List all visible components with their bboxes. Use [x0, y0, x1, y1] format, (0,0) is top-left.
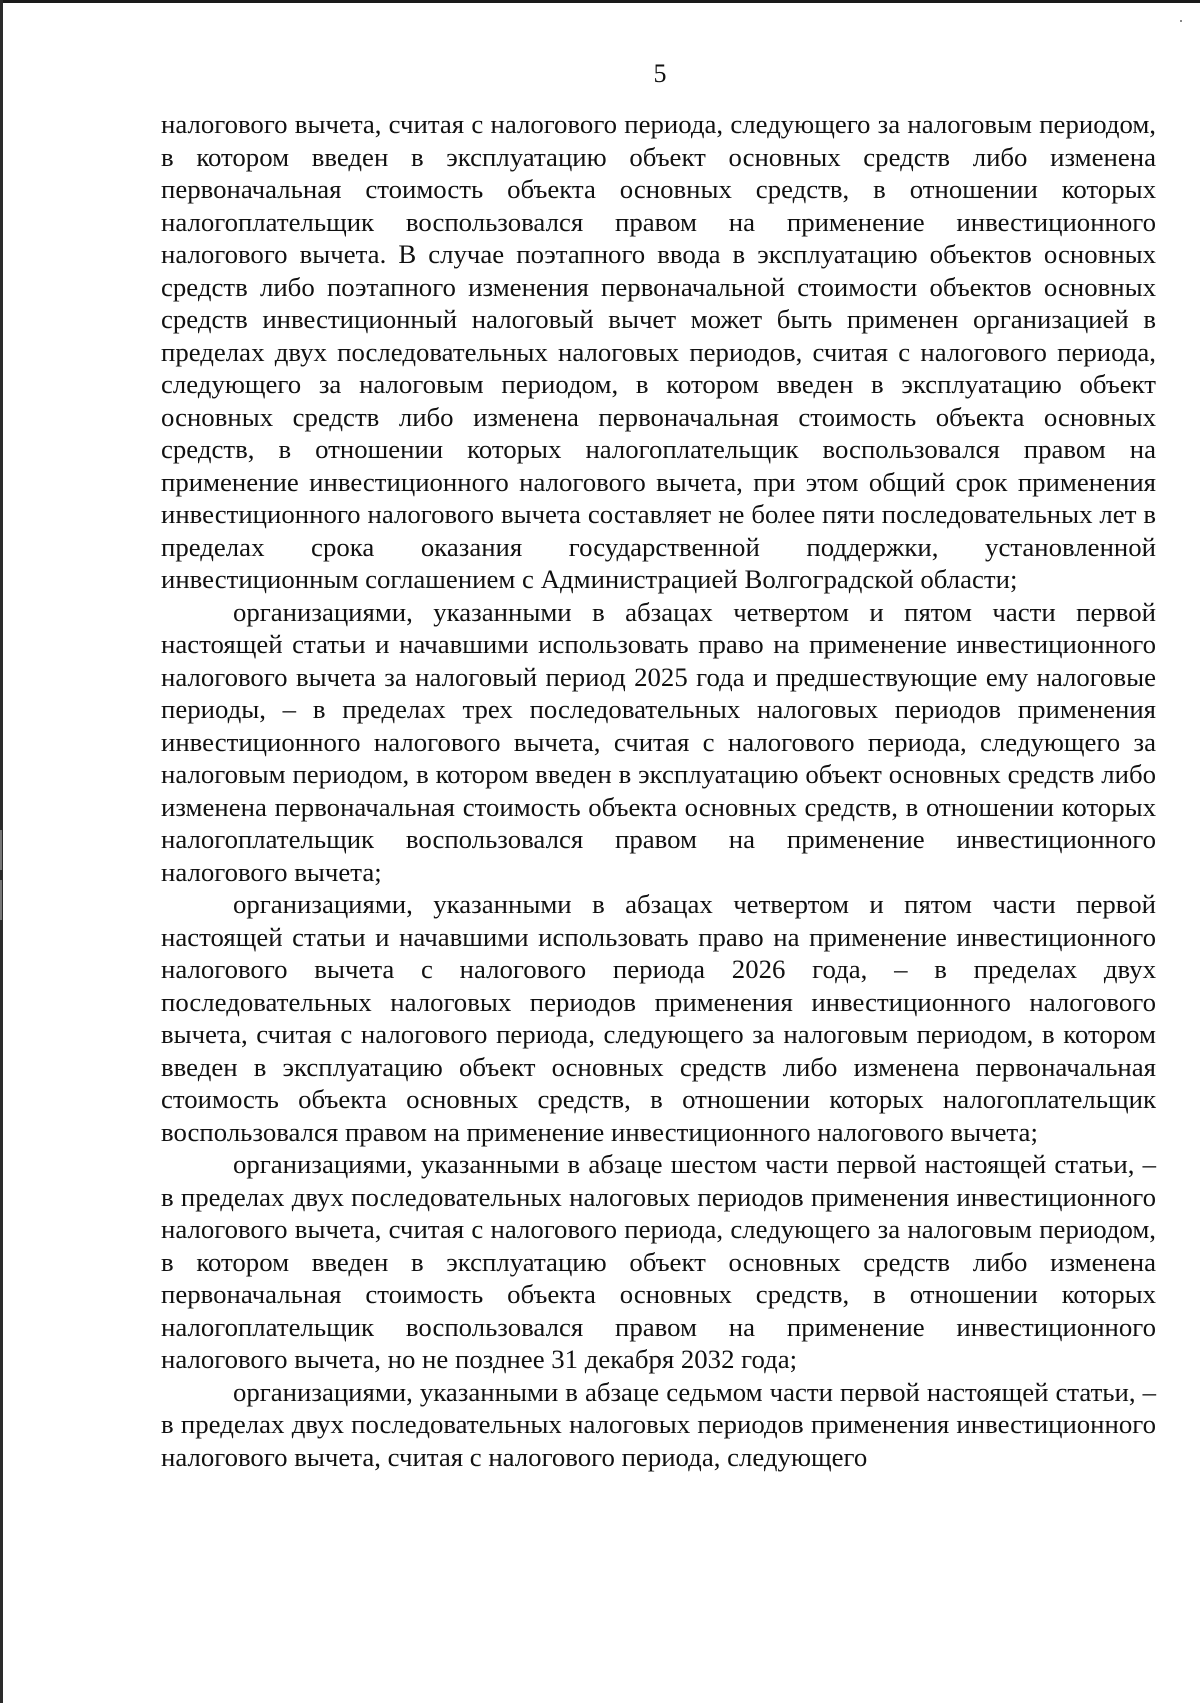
paragraph: организациями, указанными в абзацах четвертом и пятом части первой настоящей статьи и начавшими использовать право на применение инвестиционного налогового вычета за налоговый период 2025 года и предшествующие ему налоговые периоды, – в пределах трех последовательных налоговых периодов применения инвестиционного налогового вычета, считая с налогового периода, следующего за налоговым периодом, в котором введен в эксплуатацию объект основных средств либо изменена первоначальная стоимость объекта основных средств, в отношении которых налогоплательщик воспользовался правом на применение инвестиционного налогового вычета; — [161, 596, 1156, 887]
scan-dot — [1180, 20, 1182, 22]
paragraph: организациями, указанными в абзаце седьмом части первой настоящей статьи, – в пределах двух последовательных налоговых периодов применения инвестиционного налогового вычета, считая с налогового периода, следующего — [161, 1376, 1156, 1472]
page-top-edge — [0, 0, 1200, 3]
paragraph: организациями, указанными в абзаце шестом части первой настоящей статьи, – в пределах двух последовательных налоговых периодов применения инвестиционного налогового вычета, считая с налогового периода, следующего за налоговым периодом, в котором введен в эксплуатацию объект основных средств либо изменена первоначальная стоимость объекта основных средств, в отношении которых налогоплательщик воспользовался правом на применение инвестиционного налогового вычета, но не позднее 31 декабря 2032 года; — [161, 1149, 1156, 1374]
scan-mark — [0, 830, 2, 870]
page-number: 5 — [653, 59, 667, 88]
scan-mark — [0, 880, 2, 920]
document-body — [161, 108, 1156, 1473]
paragraph-continuation: налогового вычета, считая с налогового периода, следующего за налоговым периодом, в котором введен в эксплуатацию объект основных средств либо изменена первоначальная стоимость объекта основных средств, в отношении которых налогоплательщик воспользовался правом на применение инвестиционного налогового вычета. В случае поэтапного ввода в эксплуатацию объектов основных средств либо поэтапного изменения первоначальной стоимости объектов основных средств инвестиционный налоговый вычет может быть применен организацией в пределах двух последовательных налоговых периодов, считая с налогового периода, следующего за налоговым периодом, в котором введен в эксплуатацию объект основных средств либо изменена первоначальная стоимость объекта основных средств, в отношении которых налогоплательщик воспользовался правом на применение инвестиционного налогового вычета, при этом общий срок применения инвестиционного налогового вычета составляет не более пяти последовательных лет в пределах срока оказания государственной поддержки, установленной инвестиционным соглашением с Администрацией Волгоградской области; — [161, 109, 1156, 594]
paragraph: организациями, указанными в абзацах четвертом и пятом части первой настоящей статьи и начавшими использовать право на применение инвестиционного налогового вычета с налогового периода 2026 года, – в пределах двух последовательных налоговых периодов применения инвестиционного налогового вычета, считая с налогового периода, следующего за налоговым периодом, в котором введен в эксплуатацию объект основных средств либо изменена первоначальная стоимость объекта основных средств, в отношении которых налогоплательщик воспользовался правом на применение инвестиционного налогового вычета; — [161, 889, 1156, 1147]
